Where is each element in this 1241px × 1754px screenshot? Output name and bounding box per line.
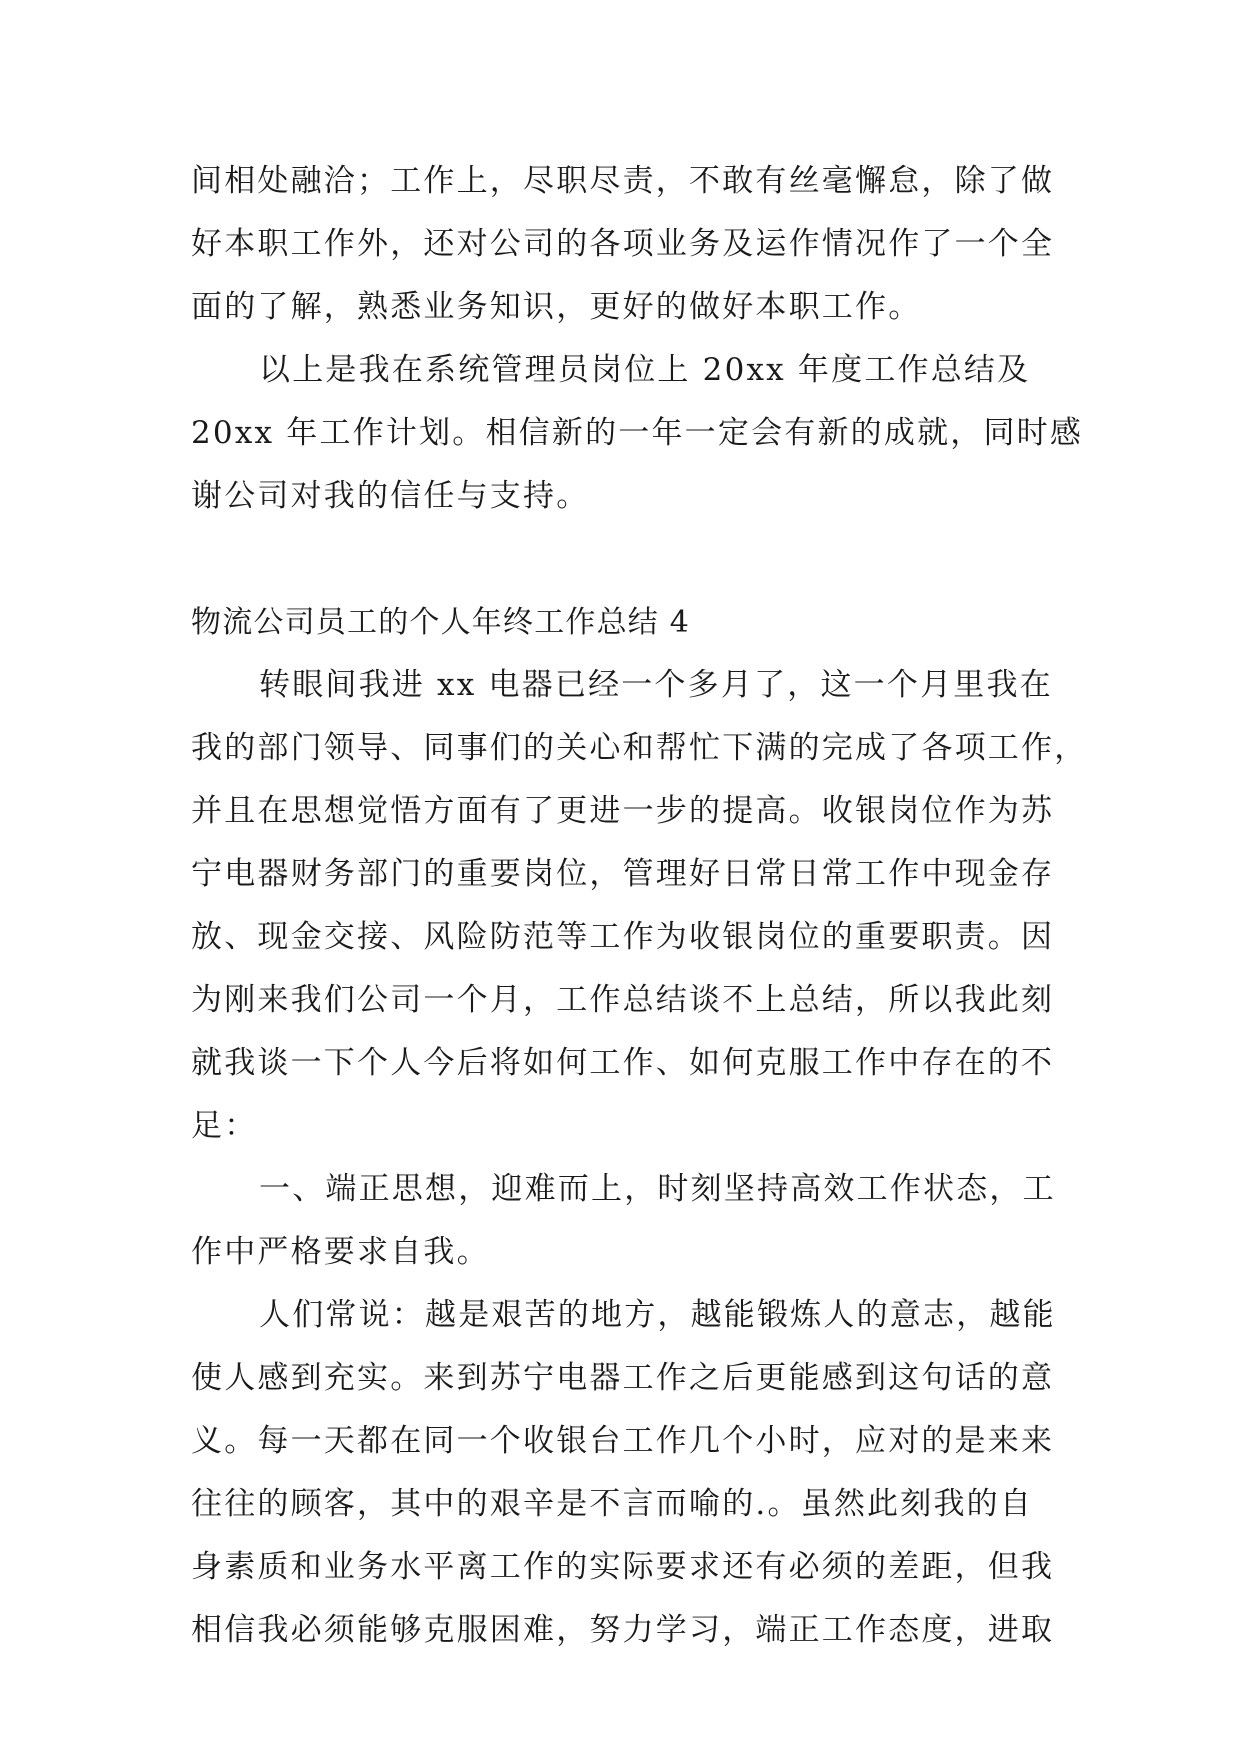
- text-line: 作中严格要求自我。: [191, 1234, 490, 1270]
- text-line: 使人感到充实。来到苏宁电器工作之后更能感到这句话的意: [191, 1360, 1055, 1396]
- text-line: 20xx 年工作计划。相信新的一年一定会有新的成就，同时感: [191, 415, 1084, 451]
- text-line: 为刚来我们公司一个月，工作总结谈不上总结，所以我此刻: [191, 982, 1055, 1018]
- text-line: 人们常说：越是艰苦的地方，越能锻炼人的意志，越能: [259, 1297, 1056, 1333]
- paragraph-intro: [191, 654, 1088, 1158]
- text-line: 谢公司对我的信任与支持。: [191, 478, 590, 514]
- text-line: 间相处融洽；工作上，尽职尽责，不敢有丝毫懈怠，除了做: [191, 163, 1055, 199]
- document-page: [191, 150, 1088, 1662]
- text-line: 义。每一天都在同一个收银台工作几个小时，应对的是来来: [191, 1423, 1055, 1459]
- text-line: 放、现金交接、风险防范等工作为收银岗位的重要职责。因: [191, 919, 1055, 955]
- text-line: 以上是我在系统管理员岗位上 20xx 年度工作总结及: [259, 352, 1031, 388]
- text-line: 并且在思想觉悟方面有了更进一步的提高。收银岗位作为苏: [191, 793, 1055, 829]
- paragraph-point-one: [191, 1158, 1056, 1284]
- paragraph-body: [191, 1284, 1056, 1662]
- text-line: 身素质和业务水平离工作的实际要求还有必须的差距，但我: [191, 1549, 1055, 1585]
- text-line: 面的了解，熟悉业务知识，更好的做好本职工作。: [191, 289, 922, 325]
- blank-line: [191, 528, 1051, 591]
- text-line: 转眼间我进 xx 电器已经一个多月了，这一个月里我在: [259, 667, 1053, 703]
- section-title: 物流公司员工的个人年终工作总结 4: [191, 605, 691, 640]
- text-line: 一、端正思想，迎难而上，时刻坚持高效工作状态，工: [259, 1171, 1056, 1207]
- text-line: 我的部门领导、同事们的关心和帮忙下满的完成了各项工作，: [191, 730, 1088, 766]
- paragraph-closing: [191, 339, 1084, 528]
- text-line: 好本职工作外，还对公司的各项业务及运作情况作了一个全: [191, 226, 1055, 262]
- text-line: 就我谈一下个人今后将如何工作、如何克服工作中存在的不: [191, 1045, 1055, 1081]
- paragraph-continuation: [191, 150, 1055, 339]
- text-line: 相信我必须能够克服困难，努力学习，端正工作态度，进取: [191, 1612, 1055, 1648]
- text-line: 足：: [191, 1108, 258, 1144]
- text-line: 宁电器财务部门的重要岗位，管理好日常日常工作中现金存: [191, 856, 1055, 892]
- text-line: 往往的顾客，其中的艰辛是不言而喻的.。虽然此刻我的自: [191, 1486, 1034, 1522]
